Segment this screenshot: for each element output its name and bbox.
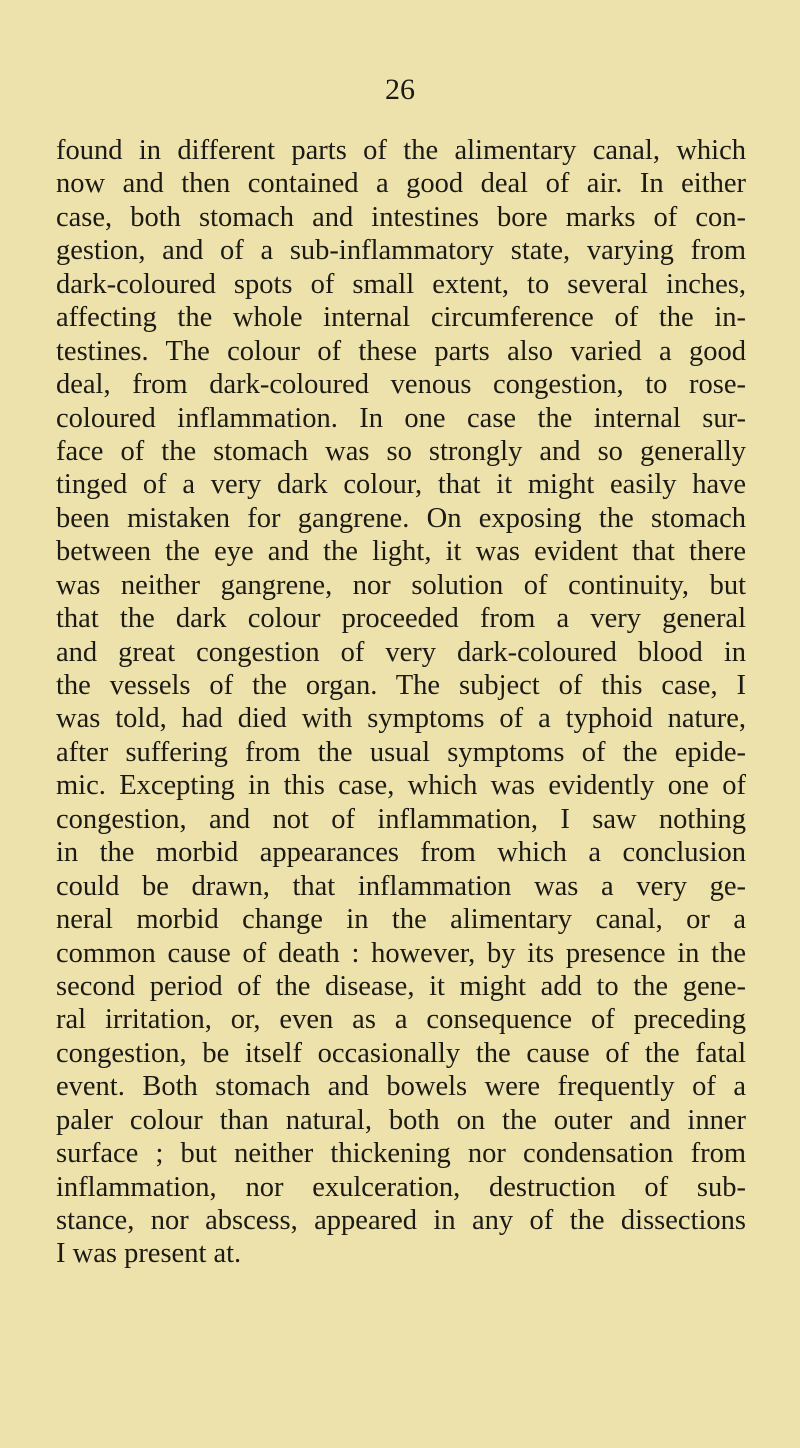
text-line: the vessels of the organ. The subject of this case, I	[56, 670, 746, 701]
text-line: coloured inflammation. In one case the internal sur-	[56, 402, 746, 434]
text-line: I was present at.	[56, 1238, 242, 1270]
text-line: in the morbid appearances from which a conclusion	[56, 837, 746, 869]
text-line: been mistaken for gangrene. On exposing the stomach	[56, 502, 746, 534]
text-line: affecting the whole internal circumference of the in-	[56, 302, 746, 334]
text-line: congestion, and not of inflammation, I saw nothing	[56, 803, 746, 835]
body-text	[56, 134, 746, 1271]
text-line: ral irritation, or, even as a consequence of preceding	[56, 1004, 746, 1036]
text-line: and great congestion of very dark-coloured blood in	[56, 636, 746, 668]
text-line: paler colour than natural, both on the outer and inner	[56, 1104, 746, 1136]
text-line: stance, nor abscess, appeared in any of the dissections	[56, 1205, 746, 1236]
text-line: deal, from dark-coloured venous congestion, to rose-	[56, 369, 746, 401]
text-line: surface ; but neither thickening nor condensation from	[56, 1138, 746, 1170]
text-line: that the dark colour proceeded from a very general	[56, 603, 746, 635]
text-line: congestion, be itself occasionally the cause of the fatal	[56, 1037, 746, 1069]
text-line: face of the stomach was so strongly and so generally	[56, 435, 746, 467]
text-line: could be drawn, that inflammation was a very ge-	[56, 870, 746, 902]
text-line: was neither gangrene, nor solution of continuity, but	[56, 569, 746, 601]
text-line: inflammation, nor exulceration, destruction of sub-	[56, 1171, 746, 1203]
text-line: tinged of a very dark colour, that it might easily have	[56, 469, 746, 501]
text-line: case, both stomach and intestines bore marks of con-	[56, 201, 746, 233]
text-line: mic. Excepting in this case, which was evidently one of	[56, 770, 746, 802]
text-line: neral morbid change in the alimentary canal, or a	[56, 904, 746, 936]
text-line: between the eye and the light, it was evident that there	[56, 536, 746, 568]
text-line: now and then contained a good deal of air. In either	[56, 168, 746, 200]
text-line: testines. The colour of these parts also varied a good	[56, 335, 746, 367]
page-number: 26	[385, 73, 415, 106]
text-line: after suffering from the usual symptoms of the epide-	[56, 736, 746, 768]
text-line: event. Both stomach and bowels were frequently of a	[56, 1071, 746, 1103]
text-line: dark-coloured spots of small extent, to several inches,	[56, 268, 746, 300]
text-line: was told, had died with symptoms of a typhoid nature,	[56, 703, 746, 735]
text-line: found in different parts of the alimentary canal, which	[56, 135, 746, 166]
text-line: common cause of death : however, by its presence in the	[56, 937, 746, 969]
text-line: second period of the disease, it might add to the gene-	[56, 970, 746, 1002]
text-line: gestion, and of a sub-inflammatory state, varying from	[56, 235, 746, 267]
